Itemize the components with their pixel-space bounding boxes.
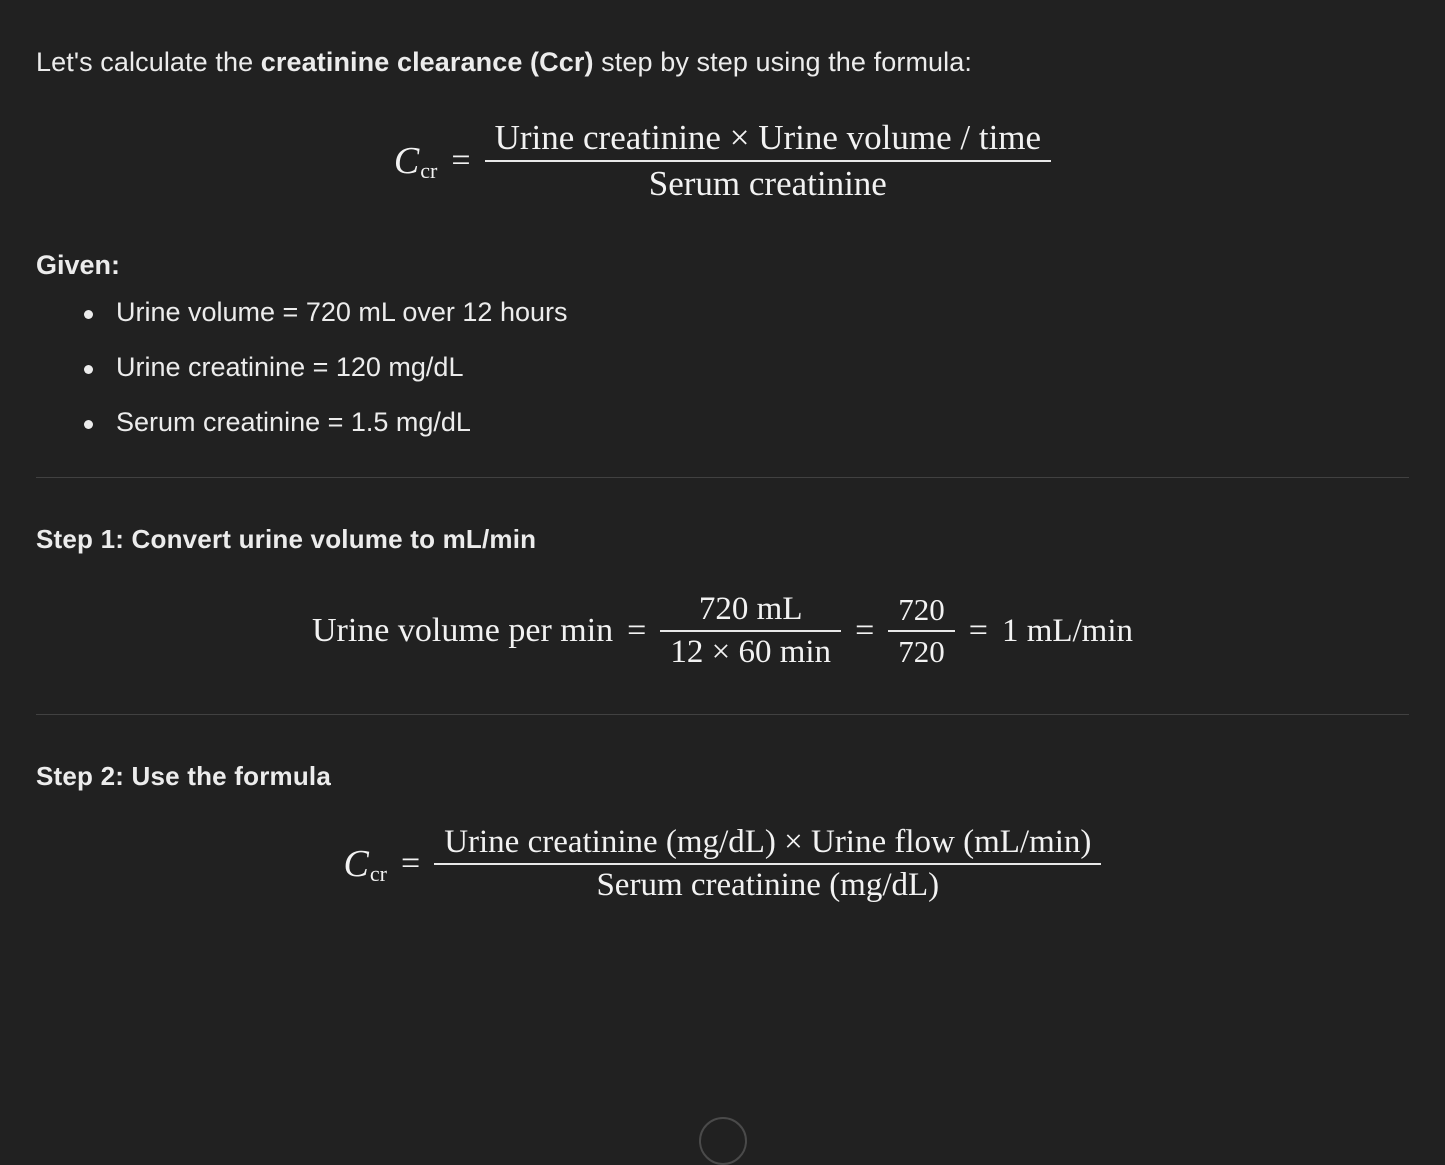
step2-heading: Step 2: Use the formula bbox=[36, 761, 331, 792]
formula-fraction bbox=[485, 116, 1052, 206]
formula-lhs-subscript: cr bbox=[420, 157, 438, 183]
step1-fraction-2 bbox=[888, 590, 955, 672]
list-item: Urine creatinine = 120 mg/dL bbox=[80, 354, 1409, 381]
list-item: Serum creatinine = 1.5 mg/dL bbox=[80, 409, 1409, 436]
formula-lhs-var: C bbox=[393, 139, 420, 182]
intro-text-before: Let's calculate the bbox=[36, 47, 261, 77]
step2-lhs-subscript: cr bbox=[369, 860, 387, 886]
answer-document bbox=[0, 27, 1445, 1147]
formula-numerator: Urine creatinine × Urine volume / time bbox=[494, 118, 1042, 158]
step2-equation bbox=[36, 822, 1409, 906]
step1-denominator-1: 12 × 60 min bbox=[670, 634, 832, 671]
step2-lhs-var: C bbox=[343, 842, 369, 885]
step1-equation bbox=[36, 589, 1409, 673]
step1-fraction-1 bbox=[660, 589, 841, 673]
step1-numerator-2: 720 bbox=[898, 592, 945, 628]
step1-numerator-1: 720 mL bbox=[698, 591, 803, 628]
intro-text-after: step by step using the formula: bbox=[593, 47, 972, 77]
step2-equals-sign: = bbox=[401, 845, 421, 883]
intro-paragraph bbox=[36, 27, 1409, 82]
step2-lhs-symbol bbox=[344, 842, 387, 887]
step1-result: 1 mL/min bbox=[1001, 612, 1134, 649]
step1-heading: Step 1: Convert urine volume to mL/min bbox=[36, 524, 537, 555]
intro-text-bold: creatinine clearance (Ccr) bbox=[260, 47, 594, 77]
step1-denominator-2: 720 bbox=[898, 634, 945, 670]
scroll-indicator-circle bbox=[699, 1117, 747, 1165]
given-heading: Given: bbox=[36, 250, 121, 281]
step1-lhs-label: Urine volume per min bbox=[311, 612, 614, 650]
list-item: Urine volume = 720 mL over 12 hours bbox=[80, 299, 1409, 326]
formula-creatinine-clearance bbox=[36, 116, 1409, 206]
step2-denominator: Serum creatinine (mg/dL) bbox=[596, 867, 940, 904]
formula-equals-sign: = bbox=[451, 142, 471, 180]
step1-equals-3: = bbox=[968, 612, 988, 650]
step2-fraction bbox=[434, 822, 1101, 906]
given-list bbox=[36, 299, 1409, 436]
formula-denominator: Serum creatinine bbox=[648, 164, 887, 204]
section-divider-2 bbox=[36, 714, 1409, 715]
step1-equals-2: = bbox=[855, 612, 875, 650]
step1-equals-1: = bbox=[627, 612, 647, 650]
section-divider-1 bbox=[36, 477, 1409, 478]
formula-lhs-symbol bbox=[394, 139, 437, 184]
step2-numerator: Urine creatinine (mg/dL) × Urine flow (mL/min) bbox=[444, 824, 1092, 861]
